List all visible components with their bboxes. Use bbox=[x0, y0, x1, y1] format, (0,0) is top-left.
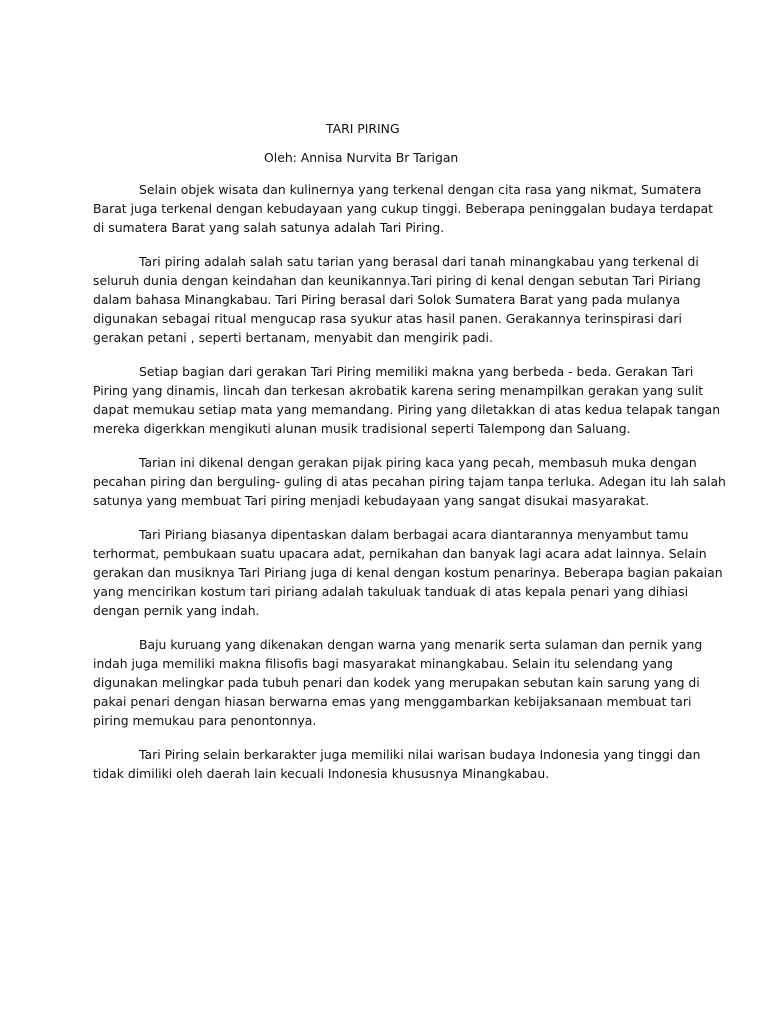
paragraph-line: gerakan petani , seperti bertanam, menyabit dan mengirik padi. bbox=[93, 330, 493, 345]
paragraph-line: yang mencirikan kostum tari piriang adalah takuluak tanduak di atas kepala penari yang dihiasi bbox=[93, 584, 689, 599]
paragraph bbox=[93, 525, 723, 620]
paragraph-line: seluruh dunia dengan keindahan dan keunikannya.Tari piring di kenal dengan sebutan Tari Piriang bbox=[93, 273, 701, 288]
document-title: TARI PIRING bbox=[326, 121, 400, 136]
paragraph-line: Tarian ini dikenal dengan gerakan pijak piring kaca yang pecah, membasuh muka dengan bbox=[139, 455, 697, 470]
paragraph-line: digunakan melingkar pada tubuh penari dan kodek yang merupakan sebutan kain sarung yang di bbox=[93, 675, 700, 690]
paragraph-line: pakai penari dengan hiasan berwarna emas yang menggambarkan kebijaksanaan membuat tari bbox=[93, 694, 692, 709]
paragraph-line: indah juga memiliki makna filisofis bagi masyarakat minangkabau. Selain itu selendang yang bbox=[93, 656, 673, 671]
paragraph bbox=[93, 635, 703, 730]
paragraph-line: Selain objek wisata dan kulinernya yang terkenal dengan cita rasa yang nikmat, Sumatera bbox=[139, 182, 702, 197]
paragraph-line: Barat juga terkenal dengan kebudayaan yang cukup tinggi. Beberapa peninggalan budaya terdapat bbox=[93, 201, 714, 216]
paragraph-line: di sumatera Barat yang salah satunya adalah Tari Piring. bbox=[93, 220, 445, 235]
paragraph-line: Setiap bagian dari gerakan Tari Piring memiliki makna yang berbeda - beda. Gerakan Tari bbox=[139, 364, 694, 379]
paragraph-line: gerakan dan musiknya Tari Piriang juga di kenal dengan kostum penarinya. Beberapa bagian pakaian bbox=[93, 565, 723, 580]
paragraph-line: dengan pernik yang indah. bbox=[93, 603, 260, 618]
paragraph-line: Tari Piring selain berkarakter juga memiliki nilai warisan budaya Indonesia yang tinggi dan bbox=[139, 747, 701, 762]
paragraph-line: dalam bahasa Minangkabau. Tari Piring berasal dari Solok Sumatera Barat yang pada mulanya bbox=[93, 292, 681, 307]
paragraph-line: Tari Piriang biasanya dipentaskan dalam berbagai acara diantarannya menyambut tamu bbox=[139, 527, 689, 542]
paragraph bbox=[93, 252, 701, 347]
paragraph-line: dapat memukau setiap mata yang memandang. Piring yang diletakkan di atas kedua telapak tangan bbox=[93, 402, 721, 417]
paragraph-line: mereka digerkkan mengikuti alunan musik tradisional seperti Talempong dan Saluang. bbox=[93, 421, 631, 436]
paragraph-line: digunakan sebagai ritual mengucap rasa syukur atas hasil panen. Gerakannya terinspirasi dari bbox=[93, 311, 682, 326]
paragraph-line: terhormat, pembukaan suatu upacara adat, pernikahan dan banyak lagi acara adat lainnya. Selain bbox=[93, 546, 707, 561]
paragraph bbox=[93, 180, 714, 237]
paragraph-line: piring memukau para penontonnya. bbox=[93, 713, 317, 728]
document-author: Oleh: Annisa Nurvita Br Tarigan bbox=[264, 150, 459, 165]
paragraph bbox=[93, 453, 726, 510]
paragraph-line: Piring yang dinamis, lincah dan terkesan akrobatik karena sering menampilkan gerakan yang sulit bbox=[93, 383, 704, 398]
paragraph-line: Tari piring adalah salah satu tarian yang berasal dari tanah minangkabau yang terkenal di bbox=[139, 254, 699, 269]
paragraph-line: tidak dimiliki oleh daerah lain kecuali Indonesia khususnya Minangkabau. bbox=[93, 766, 550, 781]
document-body bbox=[93, 180, 726, 798]
paragraph-line: satunya yang membuat Tari piring menjadi kebudayaan yang sangat disukai masyarakat. bbox=[93, 493, 650, 508]
paragraph-line: pecahan piring dan berguling- guling di atas pecahan piring tajam tanpa terluka. Adegan itu lah salah bbox=[93, 474, 726, 489]
paragraph bbox=[93, 745, 701, 783]
paragraph-line: Baju kuruang yang dikenakan dengan warna yang menarik serta sulaman dan pernik yang bbox=[139, 637, 703, 652]
paragraph bbox=[93, 362, 721, 438]
